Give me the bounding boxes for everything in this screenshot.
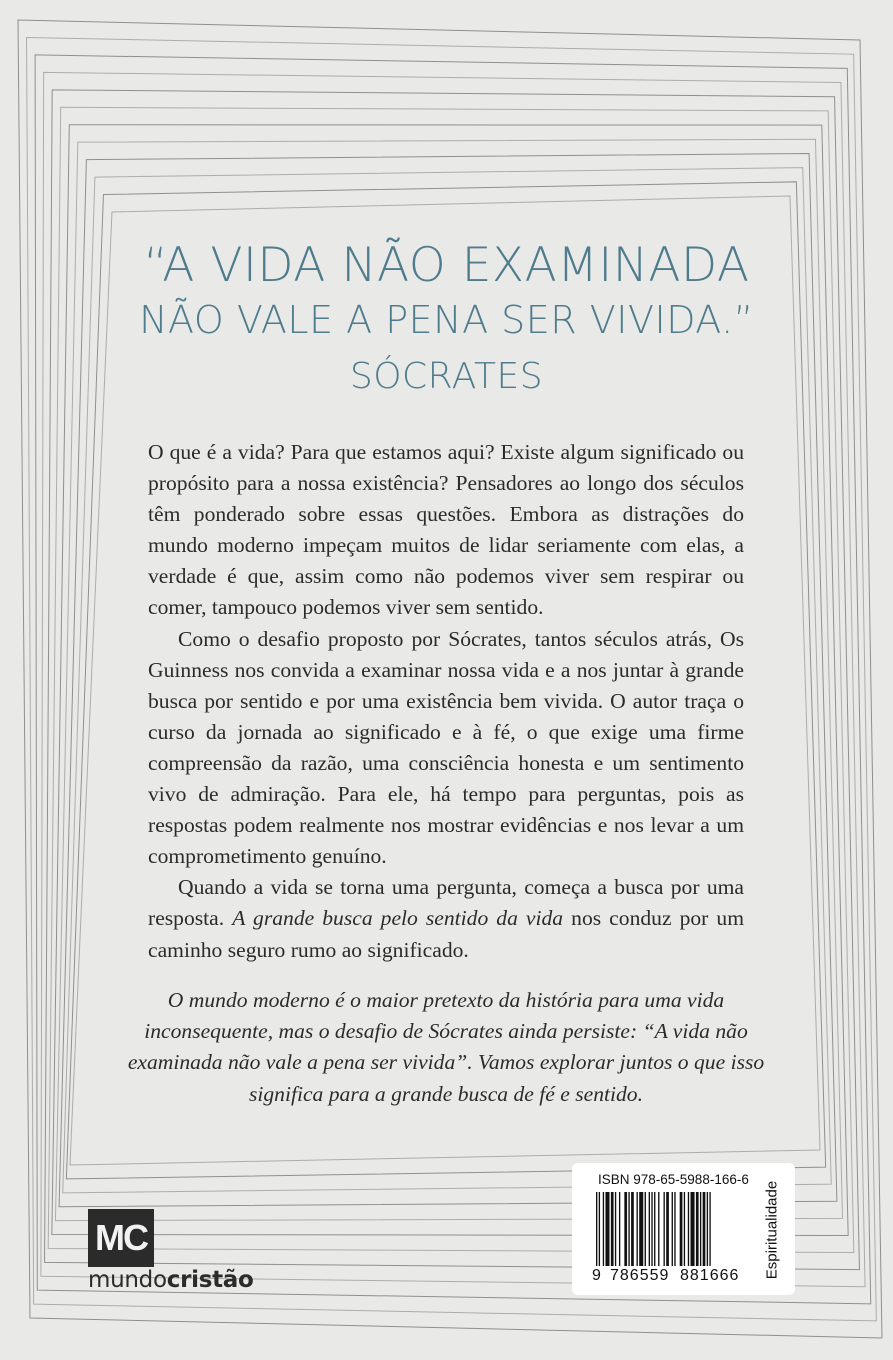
barcode-bar xyxy=(615,1192,616,1266)
barcode-bar xyxy=(684,1192,685,1266)
barcode-bar xyxy=(631,1192,634,1266)
barcode-bar xyxy=(688,1192,689,1266)
barcode-bars xyxy=(596,1192,756,1272)
isbn-label: ISBN 978-65-5988-166-6 xyxy=(598,1172,749,1187)
paragraph-3-start: Quando a vida se torna uma pergunta, começa a busca por uma resposta. xyxy=(148,875,744,931)
barcode-bar xyxy=(611,1192,614,1266)
barcode-bar xyxy=(654,1192,655,1266)
barcode-bar xyxy=(645,1192,646,1266)
logo-wordmark xyxy=(88,1267,254,1293)
barcode-bar xyxy=(703,1192,706,1266)
barcode-bar xyxy=(649,1192,650,1266)
barcode-bar xyxy=(691,1192,695,1266)
logo-word-bold: cristão xyxy=(166,1267,254,1293)
barcode-bar xyxy=(709,1192,710,1266)
barcode-bar xyxy=(651,1192,652,1266)
barcode-bar xyxy=(664,1192,665,1266)
barcode-bar xyxy=(707,1192,708,1266)
paragraph-3-end: nos conduz por um caminho seguro rumo ao significado. xyxy=(148,906,744,962)
barcode-panel xyxy=(572,1163,795,1295)
category-label: Espiritualidade xyxy=(763,1180,781,1280)
description-text xyxy=(148,437,744,966)
barcode-bar xyxy=(672,1192,673,1266)
paragraph-1: O que é a vida? Para que estamos aqui? Existe algum significado ou propósito para a nossa existência? Pensadores ao longo dos séculos têm ponderado sobre essas questões. Embora as distrações do mundo moderno impeçam muitos de lidar seriamente com elas, a verdade é que, assim como não podemos viver sem respirar ou comer, tampouco podemos viver sem sentido. xyxy=(148,440,744,620)
barcode-bar xyxy=(666,1192,669,1266)
barcode-digits-right: 881666 xyxy=(680,1267,740,1284)
book-title: A grande busca pelo sentido da vida xyxy=(232,906,564,931)
barcode-digits-left: 786559 xyxy=(610,1267,670,1284)
barcode-bar xyxy=(599,1192,600,1266)
publisher-logo xyxy=(88,1209,254,1293)
barcode-bar xyxy=(619,1192,620,1266)
logo-mark: MC xyxy=(88,1209,154,1267)
barcode-bar xyxy=(603,1192,604,1266)
barcode-bar xyxy=(596,1192,597,1266)
barcode-bar xyxy=(674,1192,675,1266)
quote-author: SÓCRATES xyxy=(349,356,544,397)
barcode-bar xyxy=(700,1192,701,1266)
barcode-bar xyxy=(637,1192,638,1266)
logo-word-light: mundo xyxy=(88,1267,167,1293)
barcode-bar xyxy=(628,1192,629,1266)
quote-line-2: NÃO VALE A PENA SER VIVIDA.” xyxy=(139,298,754,342)
barcode-digit-first: 9 xyxy=(592,1267,602,1284)
barcode-bar xyxy=(605,1192,609,1266)
barcode-bar xyxy=(696,1192,699,1266)
barcode-bar xyxy=(624,1192,627,1266)
paragraph-3 xyxy=(148,872,744,965)
quote-line-1: “A VIDA NÃO EXAMINADA xyxy=(143,238,750,293)
paragraph-2: Como o desafio proposto por Sócrates, tantos séculos atrás, Os Guinness nos convida a examinar nossa vida e a nos juntar à grande busca por sentido e por uma existência bem vivida. O autor traça o curso da jornada ao significado e à fé, o que exige uma firme compreensão da razão, uma consciência honesta e um sentimento vivo de admiração. Para ele, há tempo para perguntas, pois as respostas podem realmente nos mostrar evidências e nos levar a um comprometimento genuíno. xyxy=(148,626,744,869)
barcode-bar xyxy=(658,1192,659,1266)
closing-statement: O mundo moderno é o maior pretexto da história para uma vida inconsequente, mas o desafio de Sócrates ainda persiste: “A vida não examinada não vale a pena ser vivida”. Vamos explorar juntos o que isso significa para a grande busca de fé e sentido. xyxy=(127,988,765,1106)
barcode-bar xyxy=(639,1192,643,1266)
barcode-bar xyxy=(680,1192,683,1266)
